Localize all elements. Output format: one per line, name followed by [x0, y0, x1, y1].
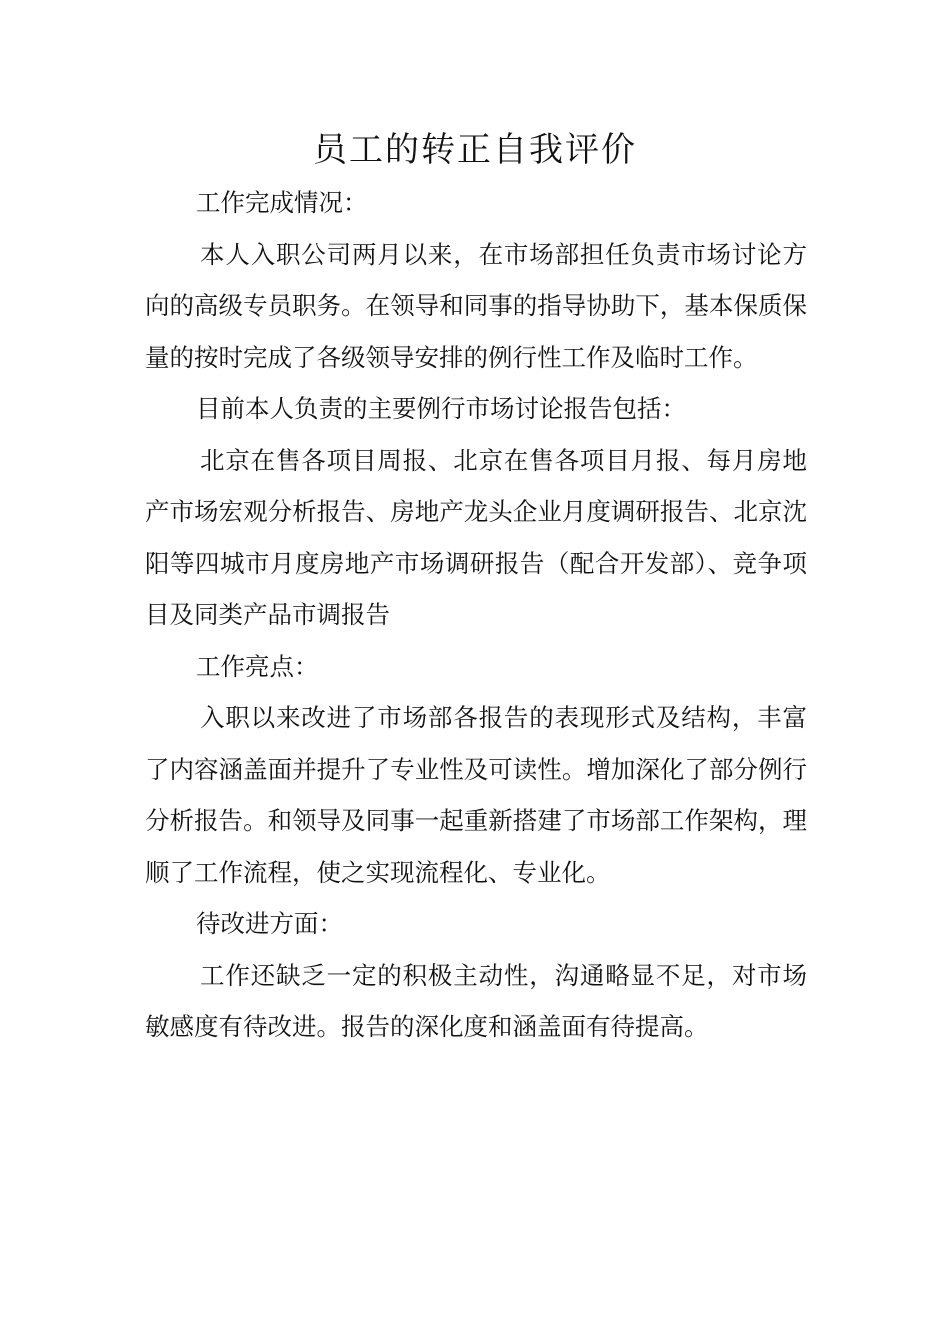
- document-title: 员工的转正自我评价: [313, 130, 637, 170]
- section-paragraph-routine-reports: 北京在售各项目周报、北京在售各项目月报、每月房地产市场宏观分析报告、房地产龙头企业月度调研报告、北京沈阳等四城市月度房地产市场调研报告（配合开发部）、竞争项目及同类产品市调报告: [145, 445, 807, 629]
- section-paragraph-highlights: 入职以来改进了市场部各报告的表现形式及结构，丰富了内容涵盖面并提升了专业性及可读性。增加深化了部分例行分析报告。和领导及同事一起重新搭建了市场部工作架构，理顺了工作流程，使之实现流程化、专业化。: [145, 703, 807, 887]
- section-heading-work-completion: 工作完成情况：: [196, 188, 368, 217]
- document-body: [145, 177, 807, 1053]
- section-paragraph-improvements: 工作还缺乏一定的积极主动性，沟通略显不足，对市场敏感度有待改进。报告的深化度和涵盖面有待提高。: [145, 960, 807, 1041]
- section-heading-improvements: 待改进方面：: [196, 909, 343, 938]
- section-paragraph-work-completion: 本人入职公司两月以来，在市场部担任负责市场讨论方向的高级专员职务。在领导和同事的指导协助下，基本保质保量的按时完成了各级领导安排的例行性工作及临时工作。: [145, 239, 807, 372]
- section-heading-routine-reports: 目前本人负责的主要例行市场讨论报告包括：: [196, 394, 686, 423]
- section-heading-highlights: 工作亮点：: [196, 651, 319, 681]
